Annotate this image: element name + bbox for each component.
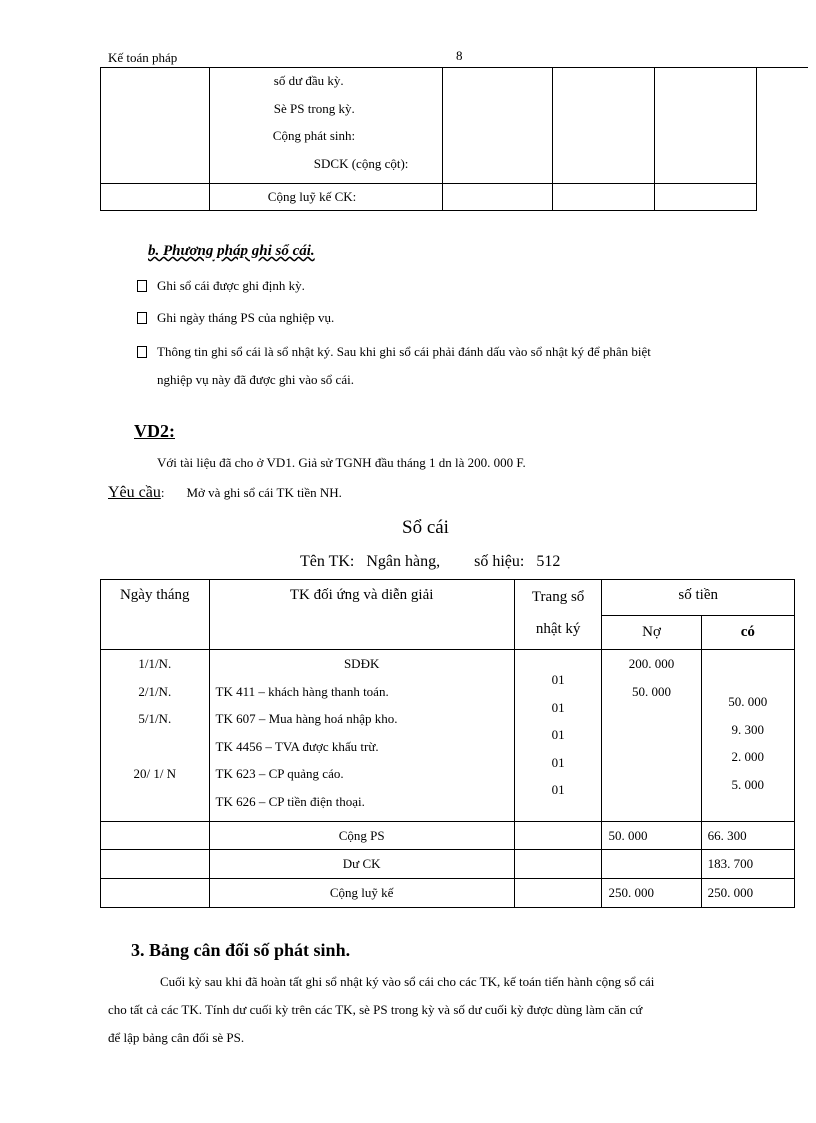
header-date: Ngày tháng: [101, 580, 210, 650]
bullet-1: [137, 278, 305, 294]
total-ps-empty: [514, 822, 602, 850]
balance-table: [100, 67, 757, 211]
header-amount: số tiền: [602, 580, 795, 616]
header-credit: có: [701, 616, 794, 650]
code-label: số hiệu:: [474, 553, 525, 570]
desc-item: TK 411 – khách hàng thanh toán.: [215, 683, 389, 699]
page-number: 8: [456, 48, 463, 63]
credit-item: 9. 300: [731, 721, 765, 737]
header-journal-page: [514, 580, 602, 650]
luy-ke-debit: 250. 000: [602, 879, 701, 908]
top-table-cell: [443, 67, 553, 183]
date-item: 5/1/N.: [138, 711, 172, 726]
vd2-text: Với tài liệu đã cho ở VD1. Giả sử TGNH đầu tháng 1 dn là 200. 000 F.: [157, 455, 526, 470]
credit-item: 5. 000: [731, 776, 765, 792]
ledger-title: Sổ cái: [402, 517, 449, 538]
dates-cell: [101, 650, 210, 822]
du-ck-empty: [602, 850, 701, 879]
section-3-line-1: Cuối kỳ sau khi đã hoàn tất ghi sổ nhật ký vào sổ cái cho các TK, kế toán tiến hành cộng sổ cái: [160, 974, 655, 989]
requirement-text: Mở và ghi sổ cái TK tiền NH.: [186, 485, 342, 500]
bullet-3-text: Thông tin ghi sổ cái là sổ nhật ký. Sau khi ghi sổ cái phải đánh dấu vào sổ nhật ký để phân biệt: [157, 344, 651, 359]
checkbox-icon: [137, 280, 147, 292]
code-value: 512: [536, 553, 561, 570]
tk-name: Ngân hàng,: [366, 553, 441, 570]
desc-item: SDĐK: [343, 656, 380, 671]
bullet-1-text: Ghi sổ cái được ghi định kỳ.: [157, 278, 305, 293]
debit-item: 200. 000: [628, 656, 675, 671]
top-table-cell: [655, 67, 757, 183]
debits-cell: [602, 650, 701, 822]
tk-label: Tên TK:: [300, 553, 355, 570]
credit-item: 2. 000: [731, 749, 765, 764]
total-ps-empty: [101, 822, 210, 850]
page-item: 01: [551, 754, 565, 770]
desc-item: TK 626 – CP tiền điện thoại.: [215, 793, 365, 809]
bullet-2: [137, 310, 334, 326]
checkbox-icon: [137, 346, 147, 358]
credits-cell: [701, 650, 794, 822]
top-table-cell: [553, 183, 655, 210]
luy-ke-empty: [514, 879, 602, 908]
debit-item: 50. 000: [632, 683, 672, 699]
desc-item: TK 623 – CP quảng cáo.: [215, 766, 344, 781]
luy-ke-empty: [101, 879, 210, 908]
ledger-subtitle: [300, 553, 560, 571]
bullet-3-continuation: nghiệp vụ này đã được ghi vào sổ cái.: [157, 372, 354, 387]
top-table-cell: [101, 183, 210, 210]
top-table-cell: [553, 67, 655, 183]
luy-ke-credit: 250. 000: [701, 879, 794, 908]
du-ck-empty: [514, 850, 602, 879]
page-item: 01: [551, 782, 565, 797]
top-table-cell: [443, 183, 553, 210]
line-ps-in-period: Sè PS trong kỳ.: [273, 100, 355, 116]
checkbox-icon: [137, 312, 147, 324]
requirement: [108, 484, 342, 502]
header-debit: Nợ: [602, 616, 701, 650]
line-sdck: SDCK (cộng cột):: [313, 155, 409, 171]
header-page-line1: Trang sổ: [531, 589, 585, 605]
page-item: 01: [551, 727, 565, 742]
date-item: 20/ 1/ N: [133, 766, 177, 781]
page-item: 01: [551, 672, 565, 687]
du-ck-empty: [101, 850, 210, 879]
descs-cell: [209, 650, 514, 822]
section-b-title: b. Phương pháp ghi sổ cái.: [148, 243, 315, 259]
header-page-line2: nhật ký: [535, 621, 581, 637]
date-item: [101, 733, 209, 761]
total-ps-credit: 66. 300: [701, 822, 794, 850]
requirement-colon: :: [160, 485, 165, 500]
credit-item: 50. 000: [728, 694, 768, 709]
total-ps-label: Cộng PS: [209, 822, 514, 850]
pages-cell: [514, 650, 602, 822]
date-item: 1/1/N.: [138, 656, 172, 671]
du-ck-credit: 183. 700: [701, 850, 794, 879]
page-item: 01: [551, 699, 565, 715]
date-item: 2/1/N.: [138, 683, 172, 699]
ledger-table: [100, 579, 795, 908]
du-ck-label: Dư CK: [209, 850, 514, 879]
total-ps-debit: 50. 000: [602, 822, 701, 850]
header-title: Kế toán pháp: [108, 50, 178, 65]
line-cumulative: Cộng luỹ kế CK:: [209, 183, 443, 210]
top-table-cell: [655, 183, 757, 210]
bullet-3: [137, 344, 651, 360]
top-table-labels: [209, 67, 443, 183]
desc-item: TK 607 – Mua hàng hoá nhập kho.: [215, 711, 398, 726]
section-3-title: 3. Bảng cân đối số phát sinh.: [131, 940, 351, 960]
luy-ke-label: Cộng luỹ kế: [209, 879, 514, 908]
section-3-line-2: cho tất cả các TK. Tính dư cuối kỳ trên các TK, sè PS trong kỳ và số dư cuối kỳ được dùng làm căn cứ: [108, 1002, 643, 1017]
bullet-2-text: Ghi ngày tháng PS của nghiệp vụ.: [157, 310, 335, 325]
requirement-label: Yêu cầu: [108, 484, 161, 501]
line-opening-balance: số dư đầu kỳ.: [273, 73, 344, 88]
section-3-line-3: để lập bảng cân đối sè PS.: [108, 1030, 245, 1045]
top-table-cell: [101, 67, 210, 183]
header-desc: TK đối ứng và diễn giải: [209, 580, 514, 650]
vd2-title: VD2:: [134, 421, 175, 441]
desc-item: TK 4456 – TVA được khấu trừ.: [215, 738, 379, 754]
line-total-ps: Cộng phát sinh:: [272, 128, 356, 143]
